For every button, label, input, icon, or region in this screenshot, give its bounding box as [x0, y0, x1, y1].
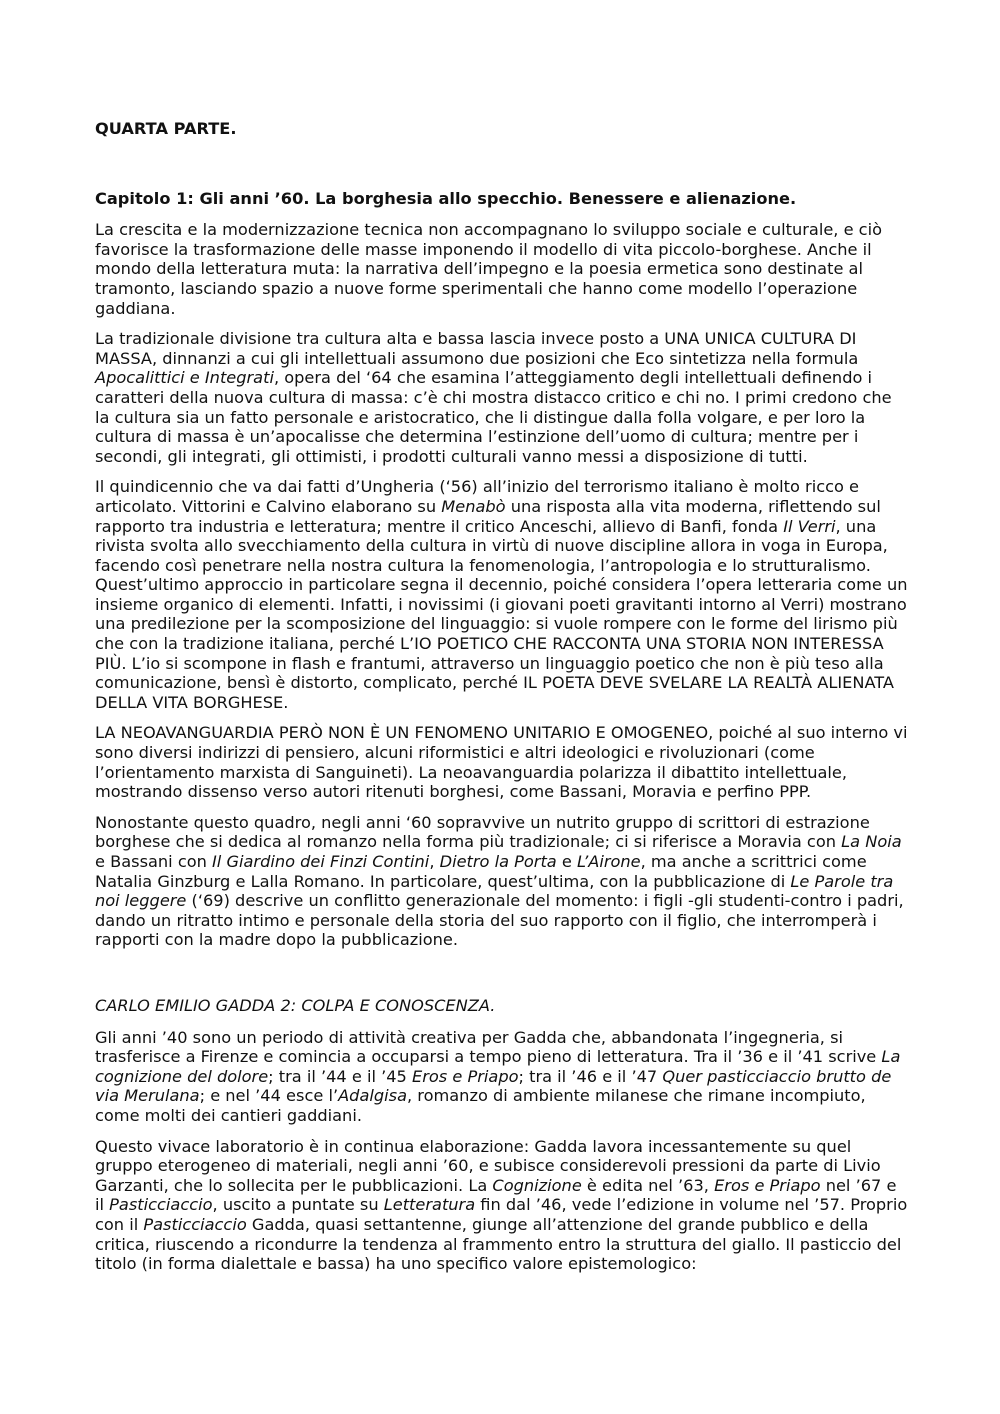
text-run: , uscito a puntate su	[212, 1195, 384, 1215]
text-run: Nonostante questo quadro, negli anni ‘60 sopravvive un nutrito gruppo di scrittori di estrazione borghese che si dedica al romanzo nella forma più tradizionale; ci si riferisce a Moravia con	[95, 812, 870, 852]
chapter-body	[95, 220, 908, 950]
text-run: ; tra il ’46 e il ’47	[518, 1066, 663, 1086]
text-run: nel ’67 e il	[95, 1175, 897, 1215]
text-run: La crescita e la modernizzazione tecnica non accompagnano lo sviluppo sociale e culturale, e ciò favorisce la trasformazione delle masse imponendo il modello di vita piccolo-borghese. Anche il mondo della letteratura muta: la narrativa dell’impegno e la poesia ermetica sono destinate al tramonto, lasciando spazio a nuove forme sperimentali che hanno come modello l’operazione gaddiana.	[95, 220, 882, 318]
text-run: ,	[429, 852, 440, 871]
italic-text: Eros e Priapo	[714, 1175, 821, 1195]
section-body	[95, 1028, 908, 1274]
text-run: fin dal ’46, vede l’edizione in volume nel ’57. Proprio con il	[95, 1195, 908, 1234]
text-run: Questo vivace laboratorio è in continua elaborazione: Gadda lavora incessantemente su quel gruppo eterogeneo di materiali, negli anni ’60, e subisce considerevoli pressioni da parte di Livio Garzanti, che lo sollecita per le pubblicazioni. La	[95, 1136, 881, 1195]
text-run: una risposta alla vita moderna, riflettendo sul rapporto tra industria e letteratura; mentre il critico Anceschi, allievo di Banfi, fonda	[95, 496, 881, 536]
text-run: Gli anni ’40 sono un periodo di attività creativa per Gadda che, abbandonata l’ingegneria, si trasferisce a Firenze e comincia a occuparsi a tempo pieno di letteratura. Tra il ’36 e il ’41 scrive	[95, 1027, 882, 1067]
paragraph	[95, 220, 908, 318]
text-run: ; tra il ’44 e il ’45	[268, 1066, 413, 1086]
italic-text: Dietro la Porta	[439, 852, 557, 871]
italic-text: Letteratura	[383, 1195, 476, 1215]
italic-text: Il Giardino dei Finzi Contini	[212, 852, 430, 871]
text-run: , una rivista svolta allo svecchiamento della cultura in virtù di nuove discipline allora in voga in Europa, facendo così penetrare nella nostra cultura la fenomenologia, l’antropologia e lo strutturalismo. Quest’ultimo approccio in particolare segna il decennio, poiché considera l’opera letteraria come un insieme organico di elementi. Infatti, i novissimi (i giovani poeti gravitanti intorno al Verri) mostrano una predilezione per la scomposizione del linguaggio: si vuole rompere con le forme del lirismo più che con la tradizione italiana, perché L’IO POETICO CHE RACCONTA UNA STORIA NON INTERESSA PIÙ. L’io si scompone in flash e frantumi, attraverso un linguaggio poetico che non è più teso alla comunicazione, bensì è distorto, complicato, perché IL POETA DEVE SVELARE LA REALTÀ ALIENATA DELLA VITA BORGHESE.	[95, 516, 908, 712]
chapter-title: Capitolo 1: Gli anni ’60. La borghesia allo specchio. Benessere e alienazione.	[95, 188, 797, 208]
text-run: , romanzo di ambiente milanese che rimane incompiuto, come molti dei cantieri gaddiani.	[95, 1086, 866, 1125]
text-run: e	[556, 852, 577, 871]
paragraph	[95, 477, 908, 712]
italic-text: Il Verri	[783, 516, 836, 536]
italic-text: Cognizione	[492, 1175, 582, 1195]
italic-text: Menabò	[441, 496, 506, 516]
italic-text: Le Parole tra noi leggere	[95, 871, 894, 911]
text-run: , opera del ‘64 che esamina l’atteggiamento degli intellettuali definendo i caratteri della nuova cultura di massa: c’è chi mostra distacco critico e chi no. I primi credono che la cultura sia un fatto personale e aristocratico, che li distingue dalla folla volgare, e per loro la cultura di massa è un’apocalisse che determina l’estinzione dell’uomo di cultura; mentre per i secondi, gli integrati, gli ottimisti, i prodotti culturali vanno messi a disposizione di tutti.	[95, 368, 892, 466]
italic-text: Eros e Priapo	[412, 1066, 519, 1086]
text-run: (‘69) descrive un conflitto generazionale del momento: i figli -gli studenti-contro i padri, dando un ritratto intimo e personale della storia del suo rapporto con il figlio, che interromperà i rapporti con la madre dopo la pubblicazione.	[95, 891, 904, 950]
paragraph	[95, 813, 908, 950]
paragraph	[95, 329, 908, 466]
text-run: LA NEOAVANGUARDIA PERÒ NON È UN FENOMENO UNITARIO E OMOGENEO, poiché al suo interno vi sono diversi indirizzi di pensiero, alcuni riformistici e altri ideologici e rivoluzionari (come l’orientamento marxista di Sanguineti). La neoavanguardia polarizza il dibattito intellettuale, mostrando dissenso verso autori ritenuti borghesi, come Bassani, Moravia e perfino PPP.	[95, 723, 908, 802]
text-run: Gadda, quasi settantenne, giunge all’attenzione del grande pubblico e della critica, riuscendo a ricondurre la tendenza al frammento entro la struttura del giallo. Il pasticcio del titolo (in forma dialettale e bassa) ha uno specifico valore epistemologico:	[95, 1214, 902, 1274]
text-run: e Bassani con	[95, 852, 213, 871]
italic-text: L’Airone	[577, 852, 641, 871]
italic-text: Quer pasticciaccio brutto de via Merulana	[95, 1066, 892, 1106]
part-title: QUARTA PARTE.	[95, 119, 237, 138]
paragraph	[95, 1028, 908, 1126]
text-run: è edita nel ’63,	[581, 1175, 715, 1195]
italic-text: Pasticciaccio	[109, 1195, 213, 1215]
paragraph	[95, 1137, 908, 1274]
section-title: CARLO EMILIO GADDA 2: COLPA E CONOSCENZA.	[95, 995, 496, 1015]
text-run: Il quindicennio che va dai fatti d’Ungheria (‘56) all’inizio del terrorismo italiano è molto ricco e articolato. Vittorini e Calvino elaborano su	[95, 477, 860, 516]
paragraph	[95, 723, 908, 801]
text-run: La tradizionale divisione tra cultura alta e bassa lascia invece posto a UNA UNICA CULTURA DI MASSA, dinnanzi a cui gli intellettuali assumono due posizioni che Eco sintetizza nella formula	[95, 329, 859, 368]
italic-text: Apocalittici e Integrati	[95, 368, 274, 388]
italic-text: La cognizione del dolore	[95, 1047, 901, 1086]
italic-text: Pasticciaccio	[143, 1214, 247, 1234]
text-run: ; e nel ’44 esce l’	[199, 1086, 339, 1106]
italic-text: La Noia	[841, 832, 902, 852]
text-run: , ma anche a scrittrici come Natalia Ginzburg e Lalla Romano. In particolare, quest’ultima, con la pubblicazione di	[95, 852, 867, 891]
italic-text: Adalgisa	[338, 1086, 407, 1106]
